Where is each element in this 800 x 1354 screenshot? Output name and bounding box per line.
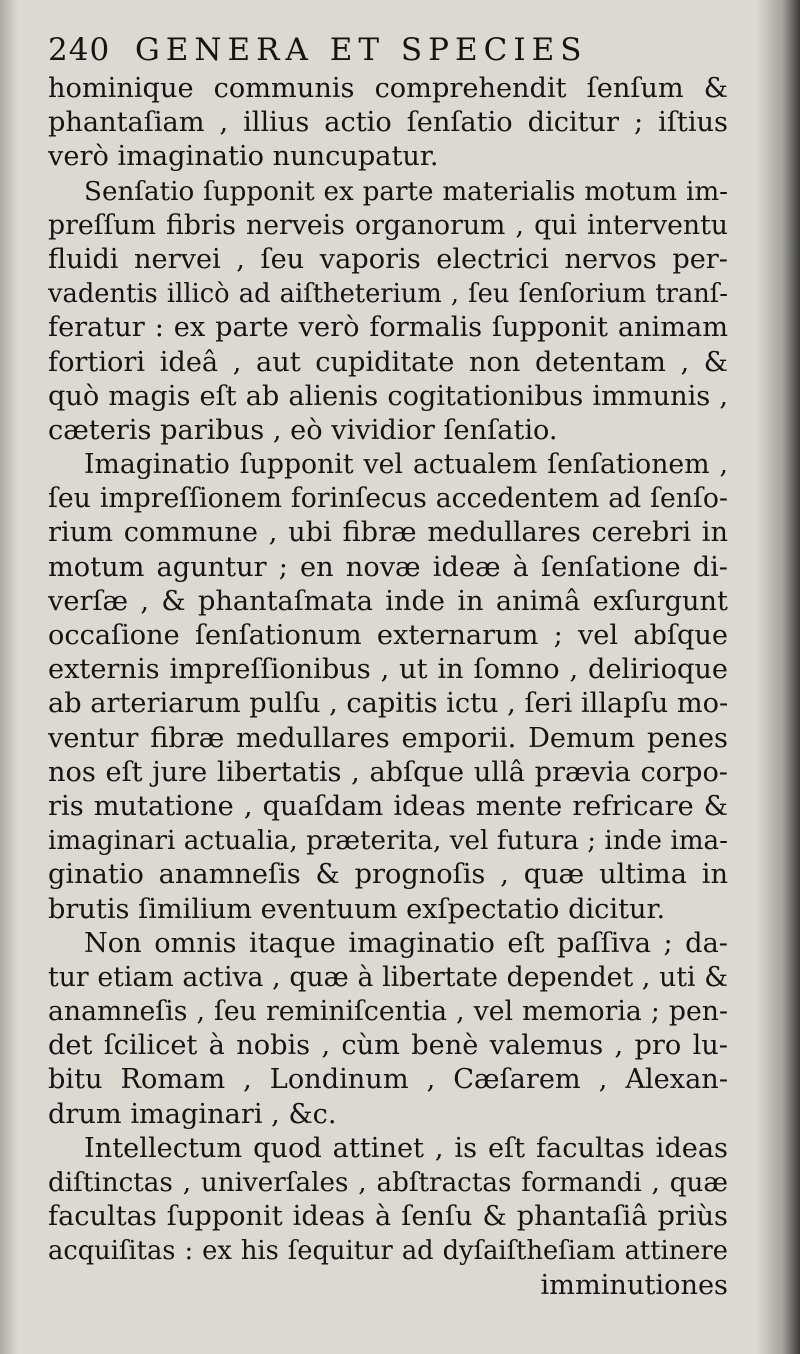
text-line: hominique communis comprehendit ſenſum & [48,73,728,104]
page-number: 240 [48,32,111,68]
text-line: ab arteriarum pulſu , capitis ictu , ſeri illapſu mo- [48,688,729,720]
text-line: verò imaginatio nuncupatur. [48,141,439,173]
text-line: fluidi nervei , ſeu vaporis electrici nervos per- [48,243,728,275]
text-line: ventur fibræ medullares emporii. Demum penes [48,722,728,754]
text-line: rium commune , ubi fibræ medullares cerebri in [48,517,728,549]
text-line: fortiori ideâ , aut cupiditate non detentam , & [48,346,728,378]
text-line: motum aguntur ; en novæ ideæ à ſenſatione di- [48,551,728,583]
running-head [48,32,738,68]
text-line: feratur : ex parte verò formalis ſupponit animam [48,312,728,344]
text-line: phantaſiam , illius actio ſenſatio dicitur ; iſtius [48,107,728,139]
text-line: bitu Romam , Londinum , Cæſarem , Alexan- [48,1064,728,1096]
text-line: anamneſis , ſeu reminiſcentia , vel memoria ; pen- [48,996,728,1028]
catchword: imminutiones [540,1269,728,1301]
text-line: ginatio anamneſis & prognoſis , quæ ultima in [48,859,728,891]
body-text [48,72,728,1303]
text-line: vadentis illicò ad aiſtheterium , ſeu ſenſorium tranſ- [48,279,728,310]
text-line: Non omnis itaque imaginatio eſt paſſiva ; da- [84,927,728,959]
text-line: diſtinctas , univerſales , abſtractas formandi , quæ [48,1168,728,1198]
text-line: brutis ſimilium eventuum exſpectatio dicitur. [48,893,666,925]
text-line: verſæ , & phantaſmata inde in animâ exſurgunt [48,585,728,617]
page-edge-shadow [756,0,800,1354]
text-line: externis impreſſionibus , ut in ſomno , delirioque [48,654,728,686]
text-line: drum imaginari , &c. [48,1098,337,1130]
text-line: acquiſitas : ex his ſequitur ad dyſaiſtheſiam attinere [48,1236,728,1267]
text-line: cæteris paribus , eò vividior ſenſatio. [48,414,558,446]
text-line: Intellectum quod attinet , is eſt facultas ideas [84,1132,728,1164]
text-line: nos eſt jure libertatis , abſque ullâ prævia corpo- [48,756,728,788]
running-title: GENERA ET SPECIES [135,32,588,68]
text-line: Imaginatio ſupponit vel actualem ſenſationem , [84,449,728,481]
text-line: ſeu impreſſionem forinſecus accedentem ad ſenſo- [48,483,728,515]
gutter-shadow [0,0,18,1354]
text-line: imaginari actualia, præterita, vel futura ; inde ima- [48,826,728,857]
text-line: det ſcilicet à nobis , cùm benè valemus , pro lu- [48,1030,728,1062]
text-line: occaſione ſenſationum externarum ; vel abſque [48,620,728,651]
text-line: preſſum fibris nerveis organorum , qui interventu [48,209,728,241]
text-line: Senſatio ſupponit ex parte materialis motum im- [84,176,728,207]
text-line: ris mutatione , quaſdam ideas mente refricare & [48,790,728,822]
text-line: facultas ſupponit ideas à ſenſu & phantaſiâ priùs [48,1201,728,1233]
text-line: quò magis eſt ab alienis cogitationibus immunis , [48,380,728,412]
text-line: tur etiam activa , quæ à libertate dependet , uti & [48,961,728,993]
